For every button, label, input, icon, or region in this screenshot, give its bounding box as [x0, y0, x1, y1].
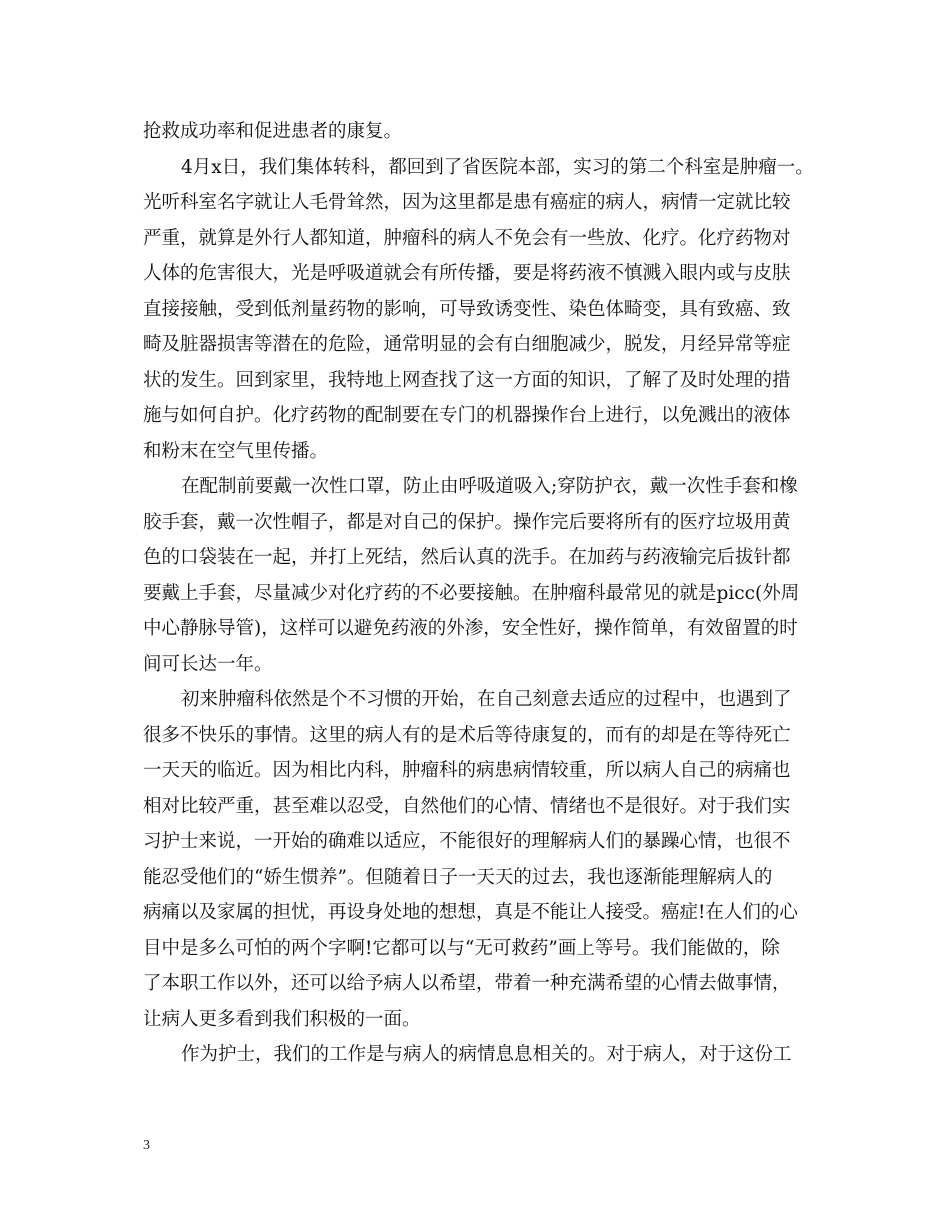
text-line: 一天天的临近。因为相比内科，肿瘤科的病患病情较重，所以病人自己的病痛也 — [143, 760, 791, 781]
text-line: 中心静脉导管)，这样可以避免药液的外渗，安全性好，操作简单，有效留置的时 — [143, 618, 798, 639]
text-line: 和粉末在空气里传播。 — [143, 440, 329, 462]
text-line: 在配制前要戴一次性口罩，防止由呼吸道吸入;穿防护衣，戴一次性手套和橡 — [181, 476, 798, 497]
text-line: 严重，就算是外行人都知道，肿瘤科的病人不免会有一些放、化疗。化疗药物对 — [143, 227, 791, 249]
text-line: 胶手套，戴一次性帽子，都是对自己的保护。操作完后要将所有的医疗垃圾用黄 — [143, 511, 791, 533]
text-line: 色的口袋装在一起，并打上死结，然后认真的洗手。在加药与药液输完后拔针都 — [143, 547, 791, 568]
text-line: 相对比较严重，甚至难以忍受，自然他们的心情、情绪也不是很好。对于我们实 — [143, 795, 791, 817]
document-body — [143, 114, 823, 1073]
text-line: 要戴上手套，尽量减少对化疗药的不必要接触。在肿瘤科最常见的就是picc(外周 — [143, 582, 800, 604]
text-line: 直接接触，受到低剂量药物的影响，可导致诱变性、染色体畸变，具有致癌、致 — [143, 298, 791, 320]
text-line: 光听科室名字就让人毛骨耸然，因为这里都是患有癌症的病人，病情一定就比较 — [143, 192, 791, 213]
page-number: 3 — [143, 1138, 150, 1153]
text-line: 抢救成功率和促进患者的康复。 — [143, 121, 403, 142]
text-line: 畸及脏器损害等潜在的危险，通常明显的会有白细胞减少，脱发，月经异常等症 — [143, 334, 791, 355]
text-line: 很多不快乐的事情。这里的病人有的是术后等待康复的，而有的却是在等待死亡 — [143, 724, 791, 746]
text-line: 了本职工作以外，还可以给予病人以希望，带着一种充满希望的心情去做事情， — [143, 973, 791, 994]
text-line: 状的发生。回到家里，我特地上网查找了这一方面的知识，了解了及时处理的措 — [143, 369, 791, 391]
text-line: 4月x日，我们集体转科，都回到了省医院本部，实习的第二个科室是肿瘤一。 — [181, 156, 814, 178]
text-line: 初来肿瘤科依然是个不习惯的开始，在自己刻意去适应的过程中，也遇到了 — [181, 689, 792, 710]
text-line: 作为护士，我们的工作是与病人的病情息息相关的。对于病人，对于这份工 — [181, 1044, 792, 1065]
text-line: 让病人更多看到我们积极的一面。 — [143, 1008, 421, 1030]
text-line: 目中是多么可怕的两个字啊!它都可以与“无可救药”画上等号。我们能做的，除 — [143, 937, 780, 959]
text-line: 能忍受他们的“娇生惯养”。但随着日子一天天的过去，我也逐渐能理解病人的 — [143, 866, 773, 888]
text-line: 间可长达一年。 — [143, 653, 273, 675]
text-line: 施与如何自护。化疗药物的配制要在专门的机器操作台上进行，以免溅出的液体 — [143, 405, 791, 426]
text-line: 习护士来说，一开始的确难以适应，不能很好的理解病人们的暴躁心情，也很不 — [143, 831, 791, 852]
text-line: 病痛以及家属的担忧，再设身处地的想想，真是不能让人接受。癌症!在人们的心 — [143, 902, 798, 923]
text-line: 人体的危害很大，光是呼吸道就会有所传播，要是将药液不慎溅入眼内或与皮肤 — [143, 263, 791, 284]
